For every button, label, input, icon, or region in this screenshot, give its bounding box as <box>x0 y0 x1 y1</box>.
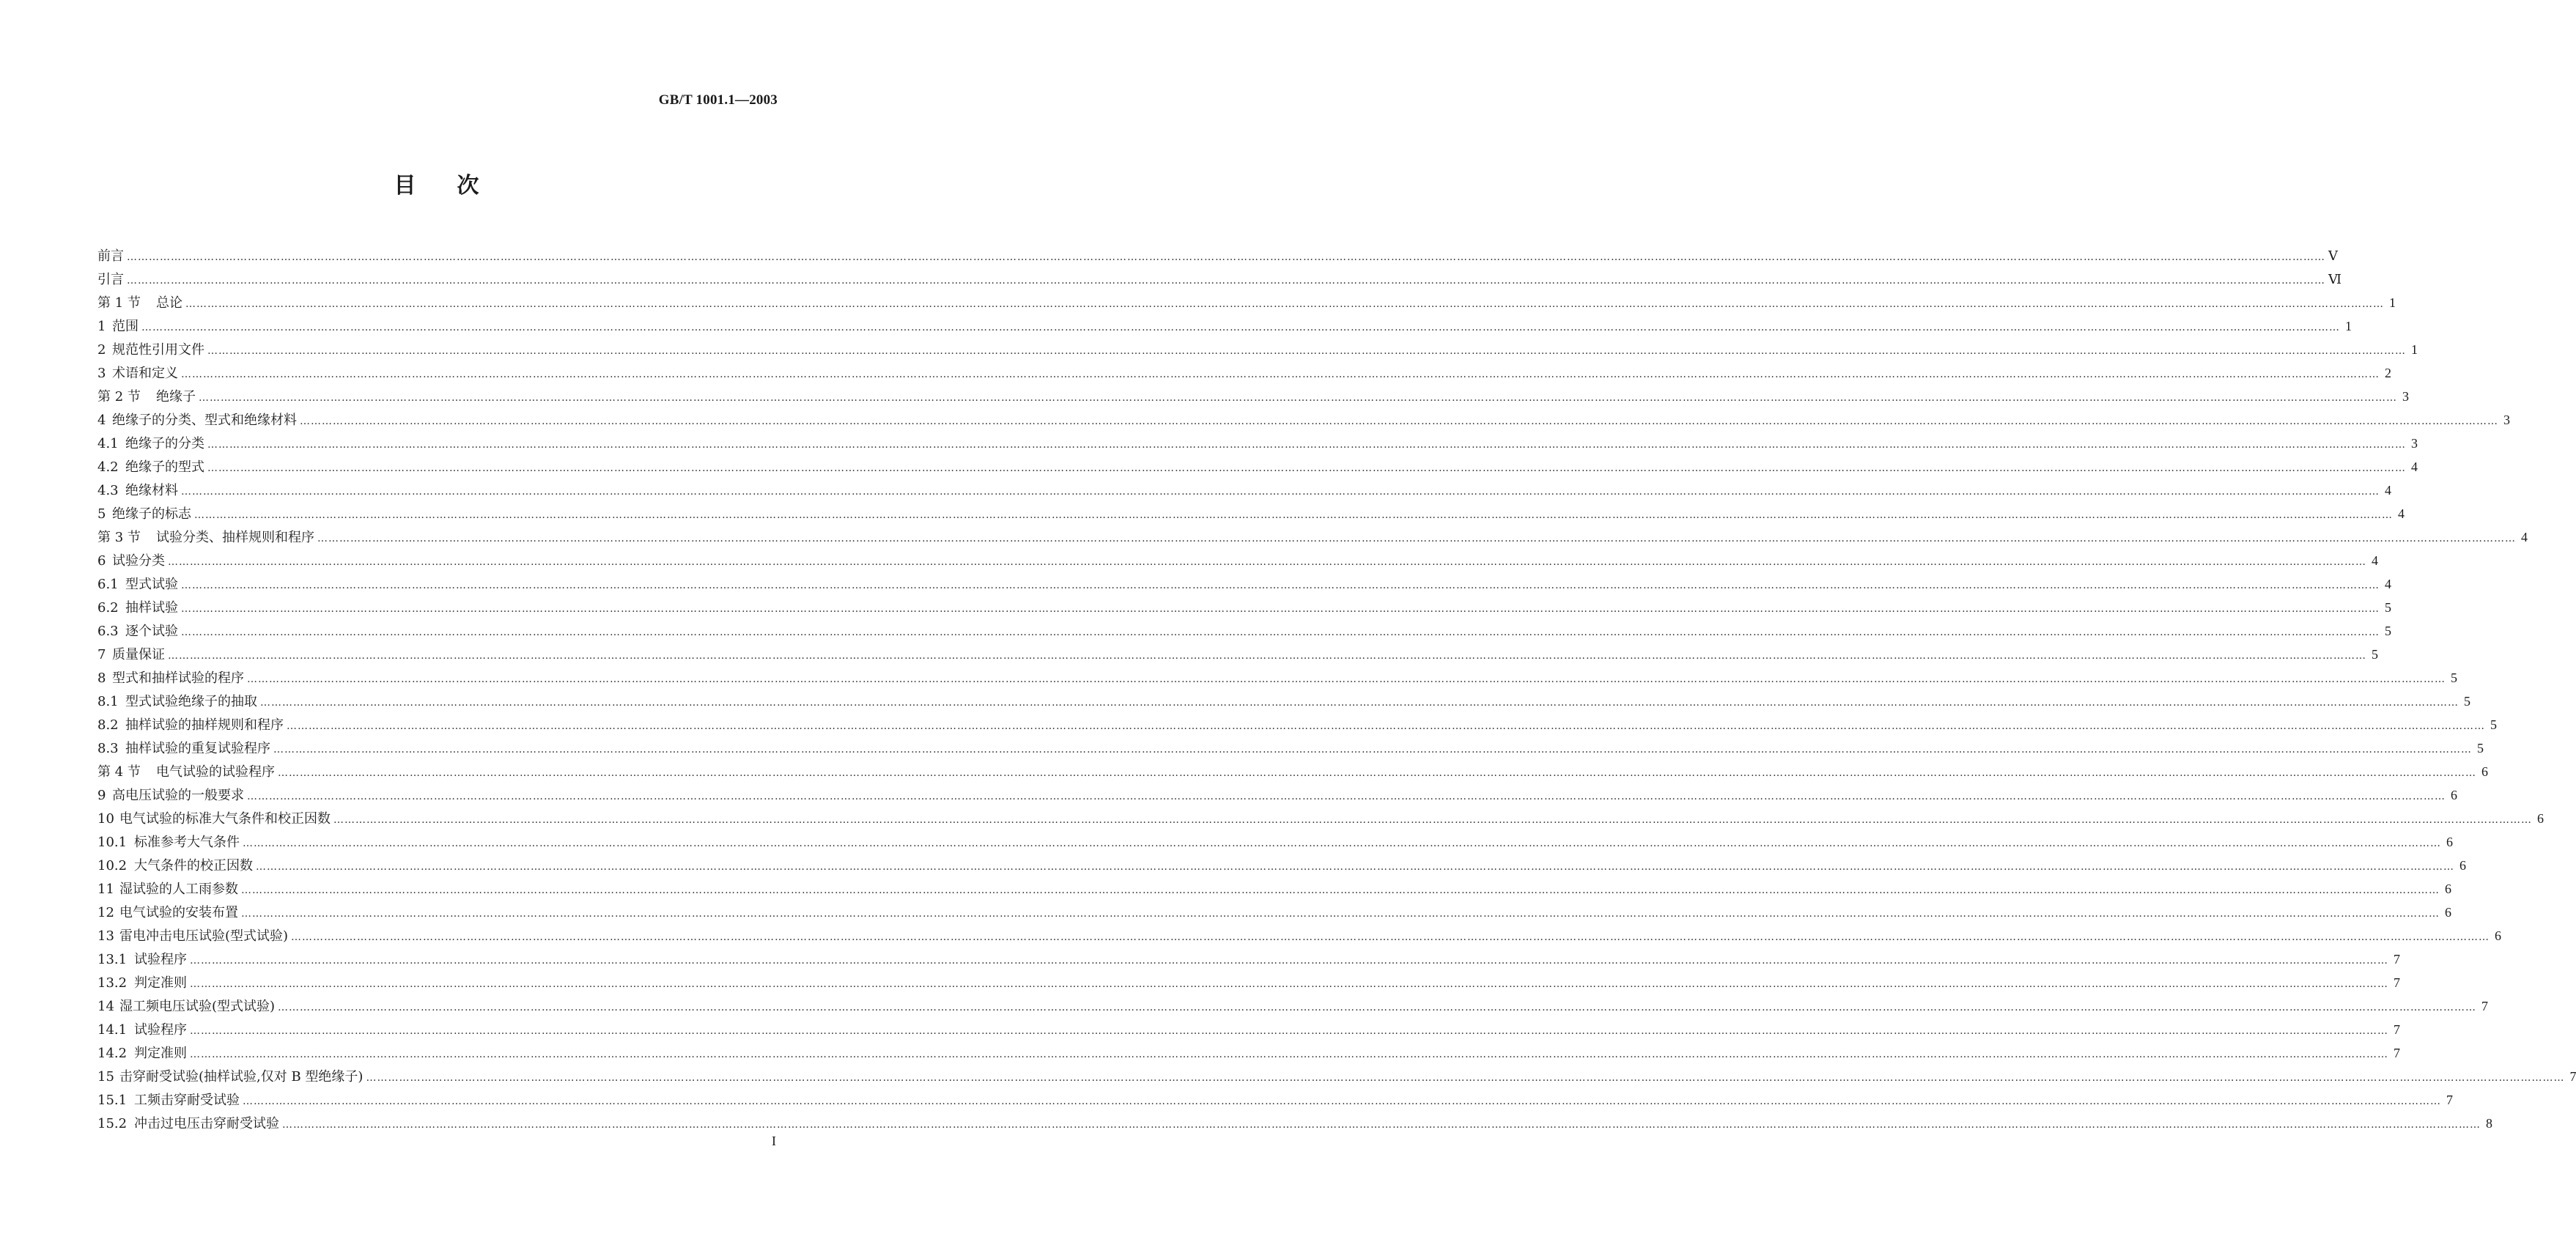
toc-entry-page: 7 <box>2481 999 2489 1013</box>
toc-entry-page: 6 <box>2537 811 2544 826</box>
toc-entry-number: 6.3 <box>97 624 119 639</box>
toc-entry-title: 高电压试验的一般要求 <box>112 788 244 803</box>
toc-entry[interactable] <box>97 1041 2400 1065</box>
toc-entry-page: 4 <box>2521 530 2528 544</box>
toc-entry-number: 13.2 <box>97 975 128 991</box>
toc-entry-page: 6 <box>2446 835 2453 849</box>
toc-leader-dots: …………………………………………………………………………………………………………………………………………………………………………………………………………………………………………………………………………………………………………………………………………………………………………………………………………………………………………………………………………………………………………………………………………………… <box>190 1049 2388 1060</box>
toc-leader-dots: …………………………………………………………………………………………………………………………………………………………………………………………………………………………………………………………………………………………………………………………………………………………………………………………………………………………………………………………………………………………………………………………………………………… <box>278 767 2476 779</box>
toc-leader-dots: …………………………………………………………………………………………………………………………………………………………………………………………………………………………………………………………………………………………………………………………………………………………………………………………………………………………………………………………………………………………………………………………………………………… <box>207 439 2406 451</box>
toc-entry[interactable] <box>97 877 2451 901</box>
toc-entry-page: 5 <box>2385 600 2391 615</box>
toc-entry[interactable] <box>97 479 2391 502</box>
toc-entry-page: 6 <box>2481 764 2488 779</box>
toc-leader-dots: …………………………………………………………………………………………………………………………………………………………………………………………………………………………………………………………………………………………………………………………………………………………………………………………………………………………………………………………………………………………………………………………………………………… <box>366 1072 2565 1084</box>
toc-entry-title: 抽样试验 <box>125 600 178 616</box>
toc-leader-dots: …………………………………………………………………………………………………………………………………………………………………………………………………………………………………………………………………………………………………………………………………………………………………………………………………………………………………………………………………………………………………………………………………………………… <box>247 791 2446 802</box>
toc-entry-number: 3 <box>97 366 106 381</box>
toc-entry-number: 5 <box>97 506 106 522</box>
toc-entry-page: 5 <box>2385 624 2391 638</box>
toc-entry-title: 绝缘子的分类 <box>125 436 204 451</box>
toc-entry-page: 3 <box>2411 436 2418 451</box>
toc-entry-number: 9 <box>97 788 106 803</box>
toc-entry-title: 质量保证 <box>112 647 165 662</box>
toc-entry-page: 4 <box>2398 506 2405 521</box>
toc-leader-dots: …………………………………………………………………………………………………………………………………………………………………………………………………………………………………………………………………………………………………………………………………………………………………………………………………………………………………………………………………………………………………………………………………………………… <box>260 697 2459 709</box>
toc-entry-page: 6 <box>2459 858 2466 873</box>
toc-leader-dots: …………………………………………………………………………………………………………………………………………………………………………………………………………………………………………………………………………………………………………………………………………………………………………………………………………………………………………………………………………………………………………………………………………………… <box>282 1119 2481 1131</box>
toc-entry-title: 击穿耐受试验(抽样试验,仅对 B 型绝缘子) <box>119 1069 363 1085</box>
toc-entry[interactable] <box>97 619 2391 643</box>
standard-number: GB/T 1001.1—2003 <box>658 92 778 108</box>
toc-entry-page: 4 <box>2385 577 2391 591</box>
toc-leader-dots: …………………………………………………………………………………………………………………………………………………………………………………………………………………………………………………………………………………………………………………………………………………………………………………………………………………………………………………………………………………………………………………………………………………… <box>287 720 2485 732</box>
toc-entry-number: 8.2 <box>97 717 119 733</box>
toc-entry-page: 2 <box>2385 366 2391 380</box>
toc-leader-dots: …………………………………………………………………………………………………………………………………………………………………………………………………………………………………………………………………………………………………………………………………………………………………………………………………………………………………………………………………………………………………………………………………………………… <box>127 251 2325 263</box>
toc-leader-dots: …………………………………………………………………………………………………………………………………………………………………………………………………………………………………………………………………………………………………………………………………………………………………………………………………………………………………………………………………………………………………………………………………………………… <box>300 415 2498 427</box>
toc-entry-page: 3 <box>2402 389 2409 404</box>
toc-entry-title: 试验程序 <box>134 1022 187 1038</box>
toc-entry-number: 11 <box>97 882 114 897</box>
toc-entry-page: 7 <box>2394 952 2400 967</box>
toc-entry[interactable] <box>97 549 2378 572</box>
toc-entry-page: Ⅴ <box>2328 248 2338 263</box>
toc-entry-page: 1 <box>2389 295 2396 310</box>
toc-entry[interactable] <box>97 783 2457 807</box>
toc-entry-page: 5 <box>2451 670 2457 685</box>
toc-leader-dots: …………………………………………………………………………………………………………………………………………………………………………………………………………………………………………………………………………………………………………………………………………………………………………………………………………………………………………………………………………………………………………………………………………………… <box>185 298 2384 310</box>
toc-entry-number: 14.2 <box>97 1046 128 1061</box>
toc-leader-dots: …………………………………………………………………………………………………………………………………………………………………………………………………………………………………………………………………………………………………………………………………………………………………………………………………………………………………………………………………………………………………………………………………………………… <box>181 627 2380 638</box>
toc-entry[interactable] <box>97 455 2418 479</box>
toc-leader-dots: …………………………………………………………………………………………………………………………………………………………………………………………………………………………………………………………………………………………………………………………………………………………………………………………………………………………………………………………………………………………………………………………………………………… <box>241 884 2440 896</box>
toc-leader-dots: …………………………………………………………………………………………………………………………………………………………………………………………………………………………………………………………………………………………………………………………………………………………………………………………………………………………………………………………………………………………………………………………………………………… <box>317 533 2516 544</box>
toc-entry-page: 7 <box>2394 1046 2400 1060</box>
toc-entry-title: 绝缘子的型式 <box>125 459 204 475</box>
toc-entry-title: 冲击过电压击穿耐受试验 <box>134 1116 279 1131</box>
toc-leader-dots: …………………………………………………………………………………………………………………………………………………………………………………………………………………………………………………………………………………………………………………………………………………………………………………………………………………………………………………………………………………………………………………………………………………… <box>278 1002 2477 1013</box>
toc-entry-title: 抽样试验的抽样规则和程序 <box>125 717 284 733</box>
toc-entry[interactable] <box>97 830 2453 854</box>
toc-entry-page: 5 <box>2464 694 2470 709</box>
toc-leader-dots: …………………………………………………………………………………………………………………………………………………………………………………………………………………………………………………………………………………………………………………………………………………………………………………………………………………………………………………………………………………………………………………………………………………… <box>181 603 2380 615</box>
toc-entry-number: 8.1 <box>97 694 119 709</box>
toc-entry[interactable] <box>97 994 2489 1018</box>
toc-entry-title: 引言 <box>97 272 124 287</box>
toc-entry-title: 电气试验的试验程序 <box>156 764 275 780</box>
toc-entry-page: 4 <box>2385 483 2391 498</box>
toc-entry-page: 5 <box>2372 647 2378 662</box>
toc-entry-title: 电气试验的标准大气条件和校正因数 <box>119 811 331 827</box>
toc-entry-page: 8 <box>2486 1116 2492 1131</box>
toc-entry[interactable] <box>97 385 2409 408</box>
toc-entry-page: 4 <box>2372 553 2378 568</box>
toc-entry-title: 型式试验绝缘子的抽取 <box>125 694 257 709</box>
toc-entry-title: 前言 <box>97 248 124 264</box>
toc-entry-title: 绝缘子的标志 <box>112 506 191 522</box>
toc-entry-number: 第 1 节 <box>97 295 141 311</box>
toc-entry[interactable] <box>97 1065 2576 1088</box>
toc-entry[interactable] <box>97 314 2352 338</box>
toc-entry-number: 10.2 <box>97 858 128 873</box>
toc-entry-title: 绝缘子的分类、型式和绝缘材料 <box>112 413 297 428</box>
toc-entry[interactable] <box>97 1018 2400 1041</box>
toc-leader-dots: …………………………………………………………………………………………………………………………………………………………………………………………………………………………………………………………………………………………………………………………………………………………………………………………………………………………………………………………………………………………………………………………………………………… <box>168 556 2366 568</box>
toc-entry-title: 型式试验 <box>125 577 178 592</box>
toc-entry-number: 4.2 <box>97 459 119 475</box>
toc-entry-number: 14 <box>97 999 114 1014</box>
toc-entry[interactable] <box>97 291 2396 314</box>
toc-entry-title: 试验分类 <box>112 553 165 569</box>
toc-entry-number: 4 <box>97 413 106 428</box>
toc-entry[interactable] <box>97 361 2391 385</box>
toc-leader-dots: …………………………………………………………………………………………………………………………………………………………………………………………………………………………………………………………………………………………………………………………………………………………………………………………………………………………………………………………………………………………………………………………………………………… <box>207 462 2406 474</box>
toc-entry-number: 第 3 节 <box>97 530 141 545</box>
toc-leader-dots: …………………………………………………………………………………………………………………………………………………………………………………………………………………………………………………………………………………………………………………………………………………………………………………………………………………………………………………………………………………………………………………………………………………… <box>291 931 2490 943</box>
toc-entry-number: 4.1 <box>97 436 119 451</box>
toc-entry-title: 工频击穿耐受试验 <box>134 1093 240 1108</box>
toc-entry-page: 7 <box>2446 1093 2453 1107</box>
toc-entry-number: 10 <box>97 811 114 827</box>
toc-entry[interactable] <box>97 901 2451 924</box>
toc-leader-dots: …………………………………………………………………………………………………………………………………………………………………………………………………………………………………………………………………………………………………………………………………………………………………………………………………………………………………………………………………………………………………………………………………………………… <box>194 509 2393 521</box>
toc-entry[interactable] <box>97 525 2528 549</box>
toc-entry-title: 判定准则 <box>134 1046 187 1061</box>
toc-leader-dots: …………………………………………………………………………………………………………………………………………………………………………………………………………………………………………………………………………………………………………………………………………………………………………………………………………………………………………………………………………………………………………………………………………………… <box>168 650 2366 662</box>
toc-entry[interactable] <box>97 690 2470 713</box>
toc-entry-title: 术语和定义 <box>112 366 178 381</box>
toc-leader-dots: …………………………………………………………………………………………………………………………………………………………………………………………………………………………………………………………………………………………………………………………………………………………………………………………………………………………………………………………………………………………………………………………………………………… <box>333 814 2532 826</box>
toc-leader-dots: …………………………………………………………………………………………………………………………………………………………………………………………………………………………………………………………………………………………………………………………………………………………………………………………………………………………………………………………………………………………………………………………………………………… <box>127 275 2325 287</box>
toc-entry[interactable] <box>97 713 2497 736</box>
toc-entry[interactable] <box>97 432 2418 455</box>
toc-entry[interactable] <box>97 596 2391 619</box>
toc-leader-dots: …………………………………………………………………………………………………………………………………………………………………………………………………………………………………………………………………………………………………………………………………………………………………………………………………………………………………………………………………………………………………………………………………………………… <box>207 345 2406 357</box>
toc-entry-title: 电气试验的安装布置 <box>119 905 238 920</box>
toc-entry-number: 14.1 <box>97 1022 128 1038</box>
table-of-contents <box>97 244 2576 1135</box>
toc-entry-number: 2 <box>97 342 106 358</box>
toc-entry[interactable] <box>97 244 2338 267</box>
toc-leader-dots: …………………………………………………………………………………………………………………………………………………………………………………………………………………………………………………………………………………………………………………………………………………………………………………………………………………………………………………………………………………………………………………………………………………… <box>190 1025 2388 1037</box>
toc-entry-page: 3 <box>2503 413 2510 427</box>
toc-entry[interactable] <box>97 807 2544 830</box>
toc-entry[interactable] <box>97 854 2466 877</box>
toc-entry-title: 型式和抽样试验的程序 <box>112 670 244 686</box>
toc-entry[interactable] <box>97 666 2457 690</box>
toc-entry-title: 大气条件的校正因数 <box>134 858 253 873</box>
toc-entry-number: 13.1 <box>97 952 128 967</box>
toc-leader-dots: …………………………………………………………………………………………………………………………………………………………………………………………………………………………………………………………………………………………………………………………………………………………………………………………………………………………………………………………………………………………………………………………………………………… <box>247 673 2446 685</box>
toc-entry[interactable] <box>97 947 2400 971</box>
toc-entry[interactable] <box>97 736 2484 760</box>
toc-leader-dots: …………………………………………………………………………………………………………………………………………………………………………………………………………………………………………………………………………………………………………………………………………………………………………………………………………………………………………………………………………………………………………………………………………………… <box>273 744 2472 755</box>
toc-leader-dots: …………………………………………………………………………………………………………………………………………………………………………………………………………………………………………………………………………………………………………………………………………………………………………………………………………………………………………………………………………………………………………………………………………………… <box>256 861 2454 873</box>
toc-entry-number: 10.1 <box>97 835 128 850</box>
toc-entry-number: 7 <box>97 647 106 662</box>
toc-entry-number: 1 <box>97 319 106 334</box>
toc-leader-dots: …………………………………………………………………………………………………………………………………………………………………………………………………………………………………………………………………………………………………………………………………………………………………………………………………………………………………………………………………………………………………………………………………………………… <box>243 1096 2441 1107</box>
toc-entry-title: 范围 <box>112 319 139 334</box>
toc-entry-number: 6.1 <box>97 577 119 592</box>
page-number: I <box>772 1134 776 1148</box>
toc-entry-title: 湿工频电压试验(型式试验) <box>119 999 276 1014</box>
toc-entry-page: 6 <box>2495 928 2502 943</box>
toc-leader-dots: …………………………………………………………………………………………………………………………………………………………………………………………………………………………………………………………………………………………………………………………………………………………………………………………………………………………………………………………………………………………………………………………………………………… <box>141 322 2340 333</box>
toc-entry-number: 6.2 <box>97 600 119 616</box>
toc-entry[interactable] <box>97 338 2418 361</box>
toc-entry-title: 雷电冲击电压试验(型式试验) <box>119 928 289 944</box>
toc-entry-page: 1 <box>2345 319 2352 333</box>
toc-entry-page: 1 <box>2411 342 2418 357</box>
toc-entry-title: 绝缘材料 <box>125 483 178 498</box>
toc-entry[interactable] <box>97 760 2488 783</box>
toc-entry-number: 6 <box>97 553 106 569</box>
page-title: 目次 <box>394 173 520 199</box>
toc-entry[interactable] <box>97 572 2391 596</box>
toc-entry-number: 12 <box>97 905 114 920</box>
toc-leader-dots: …………………………………………………………………………………………………………………………………………………………………………………………………………………………………………………………………………………………………………………………………………………………………………………………………………………………………………………………………………………………………………………………………………………… <box>241 908 2440 920</box>
toc-entry-title: 规范性引用文件 <box>112 342 204 358</box>
toc-entry-page: 6 <box>2445 882 2451 896</box>
toc-entry-number: 8 <box>97 670 106 686</box>
toc-entry-title: 抽样试验的重复试验程序 <box>125 741 270 756</box>
toc-leader-dots: …………………………………………………………………………………………………………………………………………………………………………………………………………………………………………………………………………………………………………………………………………………………………………………………………………………………………………………………………………………………………………………………………………………… <box>190 955 2388 967</box>
toc-entry[interactable] <box>97 643 2378 666</box>
toc-entry-title: 总论 <box>156 295 182 311</box>
toc-entry[interactable] <box>97 1112 2492 1135</box>
toc-leader-dots: …………………………………………………………………………………………………………………………………………………………………………………………………………………………………………………………………………………………………………………………………………………………………………………………………………………………………………………………………………………………………………………………………………………… <box>190 978 2388 990</box>
toc-entry-page: 5 <box>2490 717 2497 732</box>
toc-entry-title: 湿试验的人工雨参数 <box>119 882 238 897</box>
toc-entry-title: 逐个试验 <box>125 624 178 639</box>
toc-entry-number: 13 <box>97 928 114 944</box>
toc-leader-dots: …………………………………………………………………………………………………………………………………………………………………………………………………………………………………………………………………………………………………………………………………………………………………………………………………………………………………………………………………………………………………………………………………………………… <box>181 486 2380 498</box>
toc-entry-title: 标准参考大气条件 <box>134 835 240 850</box>
toc-entry-number: 15 <box>97 1069 114 1085</box>
toc-entry-title: 试验分类、抽样规则和程序 <box>156 530 314 545</box>
toc-entry-page: 7 <box>2394 975 2400 990</box>
toc-leader-dots: …………………………………………………………………………………………………………………………………………………………………………………………………………………………………………………………………………………………………………………………………………………………………………………………………………………………………………………………………………………………………………………………………………………… <box>243 838 2441 849</box>
toc-entry-number: 15.1 <box>97 1093 128 1108</box>
toc-entry[interactable] <box>97 502 2405 525</box>
toc-entry[interactable] <box>97 971 2400 994</box>
toc-entry-title: 试验程序 <box>134 952 187 967</box>
toc-entry-page: 6 <box>2445 905 2451 920</box>
toc-entry[interactable] <box>97 924 2502 947</box>
toc-entry-number: 第 4 节 <box>97 764 141 780</box>
toc-entry-title: 判定准则 <box>134 975 187 991</box>
toc-entry-page: 7 <box>2394 1022 2400 1037</box>
toc-entry-number: 第 2 节 <box>97 389 141 404</box>
toc-entry[interactable] <box>97 408 2510 432</box>
toc-entry[interactable] <box>97 1088 2453 1112</box>
toc-entry-number: 8.3 <box>97 741 119 756</box>
toc-entry-number: 4.3 <box>97 483 119 498</box>
toc-leader-dots: …………………………………………………………………………………………………………………………………………………………………………………………………………………………………………………………………………………………………………………………………………………………………………………………………………………………………………………………………………………………………………………………………………………… <box>181 369 2380 380</box>
toc-entry-number: 15.2 <box>97 1116 128 1131</box>
toc-leader-dots: …………………………………………………………………………………………………………………………………………………………………………………………………………………………………………………………………………………………………………………………………………………………………………………………………………………………………………………………………………………………………………………………………………………… <box>199 392 2397 404</box>
toc-entry-page: Ⅵ <box>2328 272 2342 287</box>
toc-entry-page: 6 <box>2451 788 2457 802</box>
toc-entry-page: 7 <box>2569 1069 2576 1084</box>
toc-entry[interactable] <box>97 267 2342 291</box>
toc-entry-title: 绝缘子 <box>156 389 196 404</box>
toc-entry-page: 5 <box>2477 741 2484 755</box>
toc-leader-dots: …………………………………………………………………………………………………………………………………………………………………………………………………………………………………………………………………………………………………………………………………………………………………………………………………………………………………………………………………………………………………………………………………………………… <box>181 580 2380 591</box>
toc-entry-page: 4 <box>2411 459 2418 474</box>
